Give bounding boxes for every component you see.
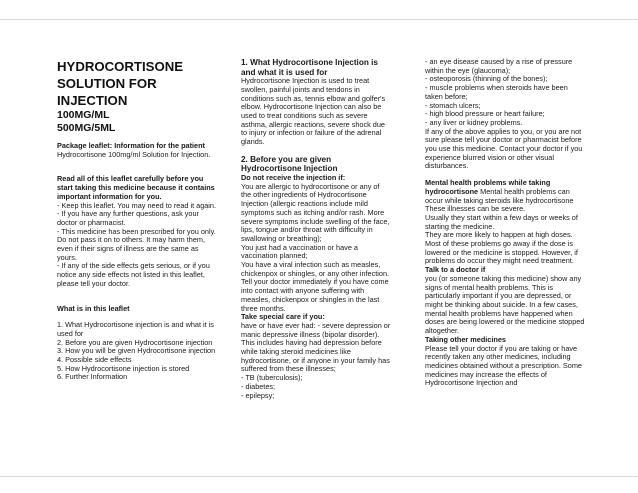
not-receive-item: You have a viral infection such as measles, chickenpox or shingles, or any other infection. Tell your doctor immediately if you have come into contact with anyone suffering with measles, chickenpox or shingles in the last three months. <box>241 260 390 313</box>
leaflet-heading: Package leaflet: Information for the patient <box>57 141 205 150</box>
not-receive-heading: Do not receive the injection if: <box>241 173 346 182</box>
condition-item: - an eye disease caused by a rise of pressure within the eye (glaucoma); <box>425 57 573 75</box>
special-care-body: have or have ever had: - severe depression or manic depressive illness (bipolar disorder). This includes having had depression before while taking steroid medicines like hydrocortisone, or if anyone in your family has suffered from these illnesses; <box>241 320 391 374</box>
mental-health-item: Most of these problems go away if the dose is lowered or the medicine is stopped. However, if problems do occur they might need treatment. <box>425 239 578 266</box>
toc-item: 5. How Hydrocortisone injection is stored <box>57 363 190 373</box>
condition-item: - high blood pressure or heart failure; <box>425 109 545 119</box>
strength-line: 500MG/5ML <box>57 121 116 134</box>
section-1-heading: 1. What Hydrocortisone Injection is and what it is used for <box>241 58 378 77</box>
mental-health-paragraph <box>425 179 585 205</box>
bullet-item: - If any of the side effects gets serious, or if you notice any side effects not listed in this leaflet, please tell your doctor. <box>57 261 210 288</box>
column-1 <box>57 58 219 382</box>
bullet-item: - This medicine has been prescribed for you only. Do not pass it on to others. It may harm them, even if their signs of illness are the same as yours. <box>57 226 216 262</box>
product-strength <box>57 109 219 134</box>
bullet-item: - If you have any further questions, ask your doctor or pharmacist. <box>57 209 199 227</box>
not-receive-body: You are allergic to hydrocortisone or any of the other ingredients of Hydrocortisone Injection (allergic reactions include mild symptoms such as itching and/or rash. More severe symptoms include swelling of the face, lips, tongue and/or throat with difficulty in swallowing or breathing); <box>241 181 390 243</box>
read-all-notice: Read all of this leaflet carefully before you start taking this medicine because it contains important information for you. <box>57 174 215 201</box>
mental-health-item: Usually they start within a few days or weeks of starting the medicine. <box>425 212 578 231</box>
column-2 <box>241 58 391 400</box>
talk-to-doctor-body: you (or someone taking this medicine) show any signs of mental health problems. This is particularly important if you are depressed, or might be thinking about suicide. In a few cases, mental health problems have happened when doses are being lowered or the medicine stopped altogether. <box>425 273 585 336</box>
strength-line: 100MG/ML <box>57 109 110 121</box>
mental-health-item: They are more likely to happen at high doses. <box>425 230 573 240</box>
special-care-heading: Take special care if you: <box>241 312 325 322</box>
mental-health-heading: Mental health problems while taking hydrocortisone <box>425 178 551 196</box>
condition-item: - stomach ulcers; <box>425 100 481 110</box>
product-title <box>57 58 219 109</box>
toc-item: 1. What Hydrocortisone injection is and what it is used for <box>57 320 214 338</box>
other-medicines-body: Please tell your doctor if you are taking or have recently taken any other medicines, including medicines obtained without a prescription. Some medicines may increase the effects of Hydrocortisone Injection and <box>425 343 582 388</box>
talk-to-doctor-heading: Talk to a doctor if <box>425 265 486 275</box>
bottom-rule <box>0 476 638 477</box>
section-1-body: Hydrocortisone Injection is used to treat swollen, painful joints and tendons in conditions such as, tennis elbow and golfer's elbow. Hydrocortisone Injection can also be used to treat conditions such as severe asthma, allergic reactions, severe shock due to injury or infection or failure of the adrenal glands. <box>241 76 386 147</box>
section-2-heading: 2. Before you are given Hydrocortisone Injection <box>241 154 338 174</box>
mental-health-body: Mental health problems can occur while taking steroids like hydrocortisone <box>425 186 574 205</box>
toc-item: 2. Before you are given Hydrocortisone injection <box>57 337 213 347</box>
condition-item: - any liver or kidney problems. <box>425 117 523 127</box>
special-care-item: - TB (tuberculosis); <box>241 373 303 383</box>
top-rule <box>0 19 638 20</box>
other-medicines-heading: Taking other medicines <box>425 334 506 344</box>
title-line: SOLUTION FOR <box>57 76 157 91</box>
mental-health-item: These illnesses can be severe. <box>425 204 526 214</box>
title-line: HYDROCORTISONE <box>57 59 184 74</box>
leaflet-subheading: Hydrocortisone 100mg/ml Solution for Injection. <box>57 149 211 159</box>
toc-item: 4. Possible side effects <box>57 355 132 365</box>
condition-item: - osteoporosis (thinning of the bones); <box>425 74 548 84</box>
applies-text: If any of the above applies to you, or you are not sure please tell your doctor or pharmacist before you use this medicine. Contact your doctor if you experience blurred vision or other visual disturbances. <box>425 126 583 171</box>
special-care-item: - epilepsy; <box>241 390 275 400</box>
not-receive-item: You just had a vaccination or have a vaccination planned; <box>241 242 358 261</box>
bullet-item: - Keep this leaflet. You may need to read it again. <box>57 200 217 210</box>
condition-item: - muscle problems when steroids have been taken before; <box>425 83 568 101</box>
toc-heading: What is in this leaflet <box>57 303 130 313</box>
column-3 <box>425 58 585 388</box>
toc-item: 6. Further Information <box>57 372 128 382</box>
special-care-item: - diabetes; <box>241 381 276 391</box>
title-line: INJECTION <box>57 93 128 108</box>
toc-item: 3. How you will be given Hydrocortisone injection <box>57 346 216 356</box>
